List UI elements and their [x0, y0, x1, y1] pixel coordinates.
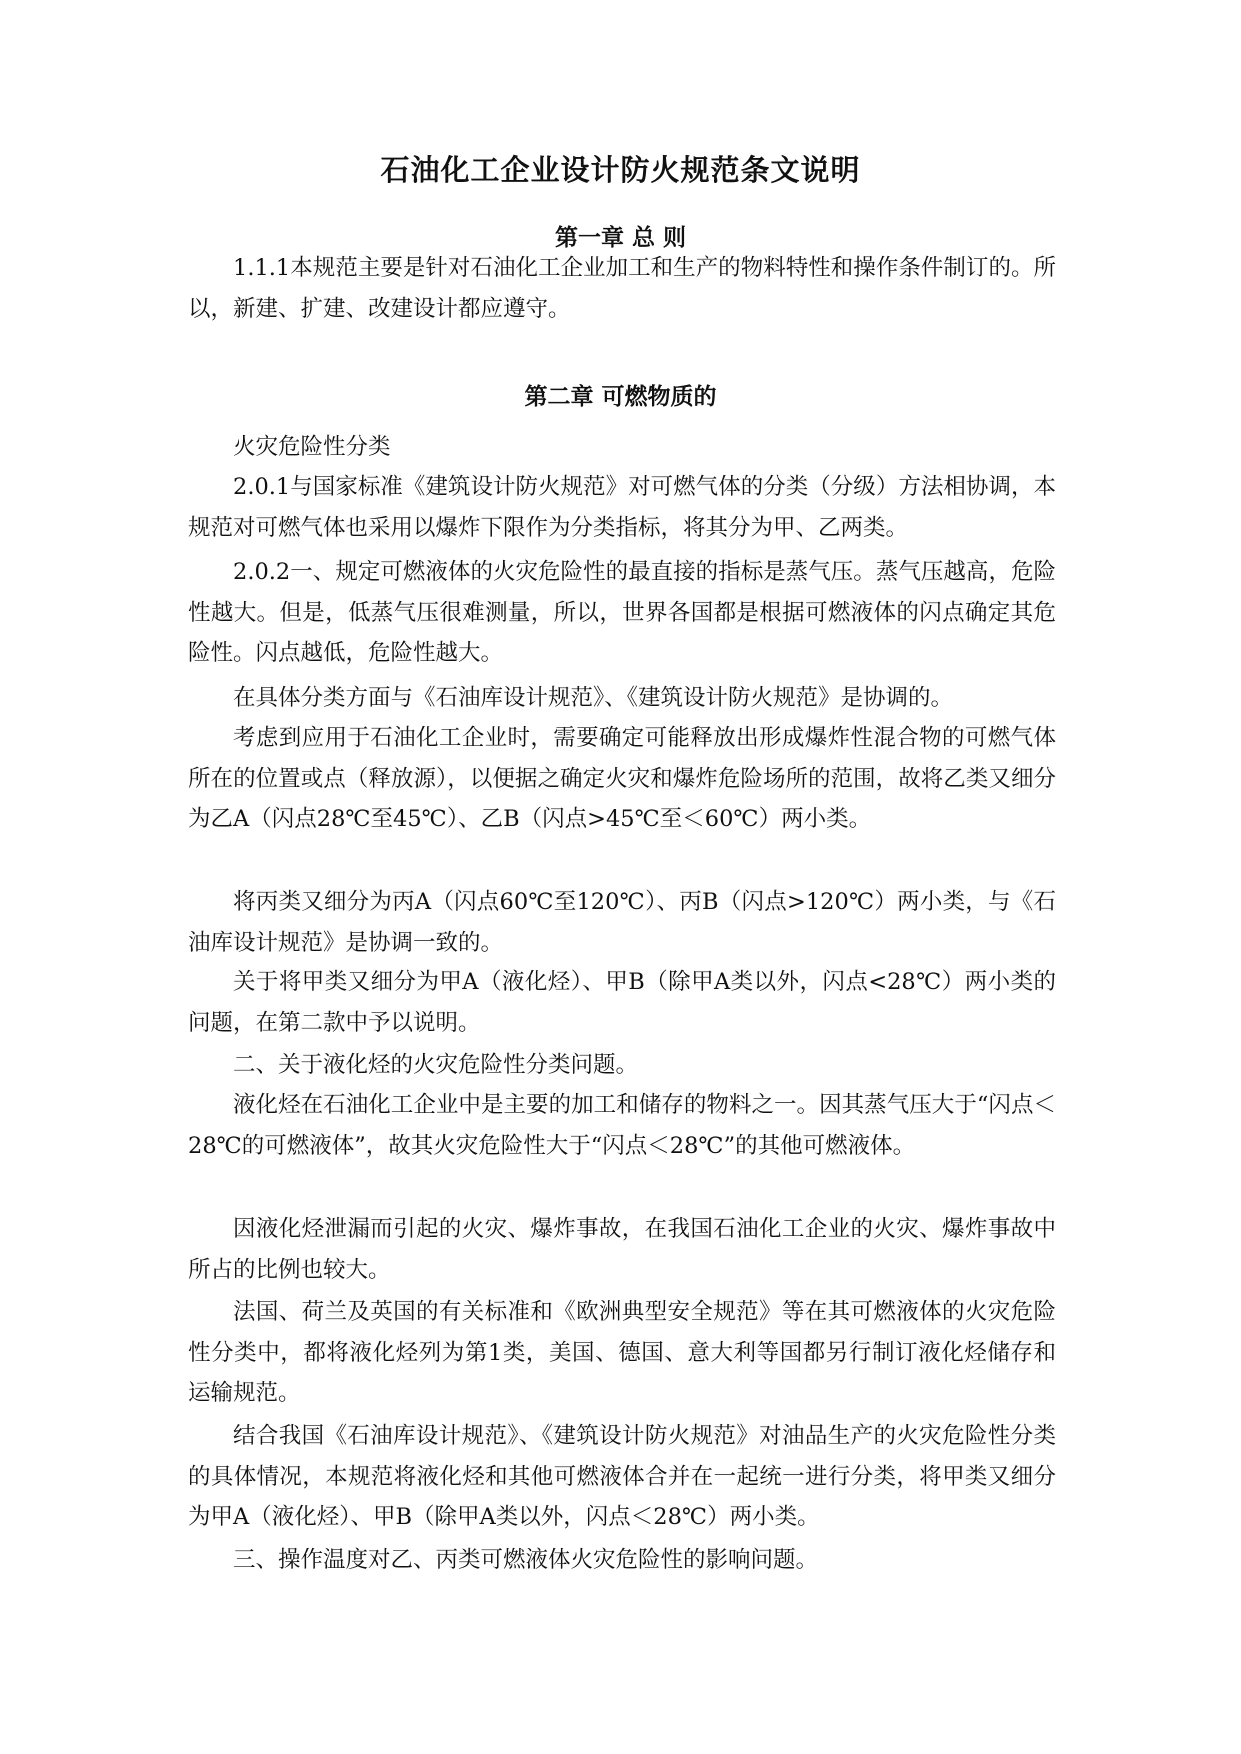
paragraph-class-jia: 关于将甲类又细分为甲A（液化烃）、甲B（除甲A类以外，闪点<28℃）两小类的问题，在第二款中予以说明。: [188, 969, 1056, 1036]
document-title: 石油化工企业设计防火规范条文说明: [380, 153, 861, 187]
paragraph-foreign-standards: 法国、荷兰及英国的有关标准和《欧洲典型安全规范》等在其可燃液体的火灾危险性分类中，都将液化烃列为第1类，美国、德国、意大利等国都另行制订液化烃储存和运输规范。: [188, 1299, 1056, 1406]
chapter-2-heading: 第二章 可燃物质的: [524, 383, 717, 410]
paragraph-lpg: 液化烃在石油化工企业中是主要的加工和储存的物料之一。因其蒸气压大于“闪点＜28℃的可燃液体”，故其火灾危险性大于“闪点＜28℃”的其他可燃液体。: [188, 1092, 1056, 1159]
paragraph-1-1-1: 1.1.1本规范主要是针对石油化工企业加工和生产的物料特性和操作条件制订的。所以，新建、扩建、改建设计都应遵守。: [188, 255, 1056, 322]
paragraph-release-source: 考虑到应用于石油化工企业时，需要确定可能释放出形成爆炸性混合物的可燃气体所在的位置或点（释放源），以便据之确定火灾和爆炸危险场所的范围，故将乙类又细分为乙A（闪点28℃至45℃）、乙B（闪点>45℃至＜60℃）两小类。: [188, 725, 1056, 832]
paragraph-section-three: 三、操作温度对乙、丙类可燃液体火灾危险性的影响问题。: [233, 1547, 819, 1573]
chapter-1-heading: 第一章 总 则: [554, 224, 686, 251]
paragraph-section-two: 二、关于液化烃的火灾危险性分类问题。: [233, 1052, 639, 1078]
paragraph-unified-classification: 结合我国《石油库设计规范》、《建筑设计防火规范》对油品生产的火灾危险性分类的具体情况，本规范将液化烃和其他可燃液体合并在一起统一进行分类，将甲类又细分为甲A（液化烃）、甲B（除甲A类以外，闪点＜28℃）两小类。: [188, 1423, 1056, 1530]
paragraph-subheading: 火灾危险性分类: [233, 434, 391, 460]
paragraph-2-0-1: 2.0.1与国家标准《建筑设计防火规范》对可燃气体的分类（分级）方法相协调，本规范对可燃气体也采用以爆炸下限作为分类指标，将其分为甲、乙两类。: [188, 474, 1056, 541]
paragraph-leak-accidents: 因液化烃泄漏而引起的火灾、爆炸事故，在我国石油化工企业的火灾、爆炸事故中所占的比例也较大。: [188, 1216, 1056, 1283]
paragraph-2-0-2: 2.0.2一、规定可燃液体的火灾危险性的最直接的指标是蒸气压。蒸气压越高，危险性越大。但是，低蒸气压很难测量，所以，世界各国都是根据可燃液体的闪点确定其危险性。闪点越低，危险性越大。: [188, 559, 1056, 666]
paragraph-classification: 在具体分类方面与《石油库设计规范》、《建筑设计防火规范》是协调的。: [233, 685, 954, 711]
paragraph-class-bing: 将丙类又细分为丙A（闪点60℃至120℃）、丙B（闪点>120℃）两小类，与《石油库设计规范》是协调一致的。: [188, 889, 1056, 956]
